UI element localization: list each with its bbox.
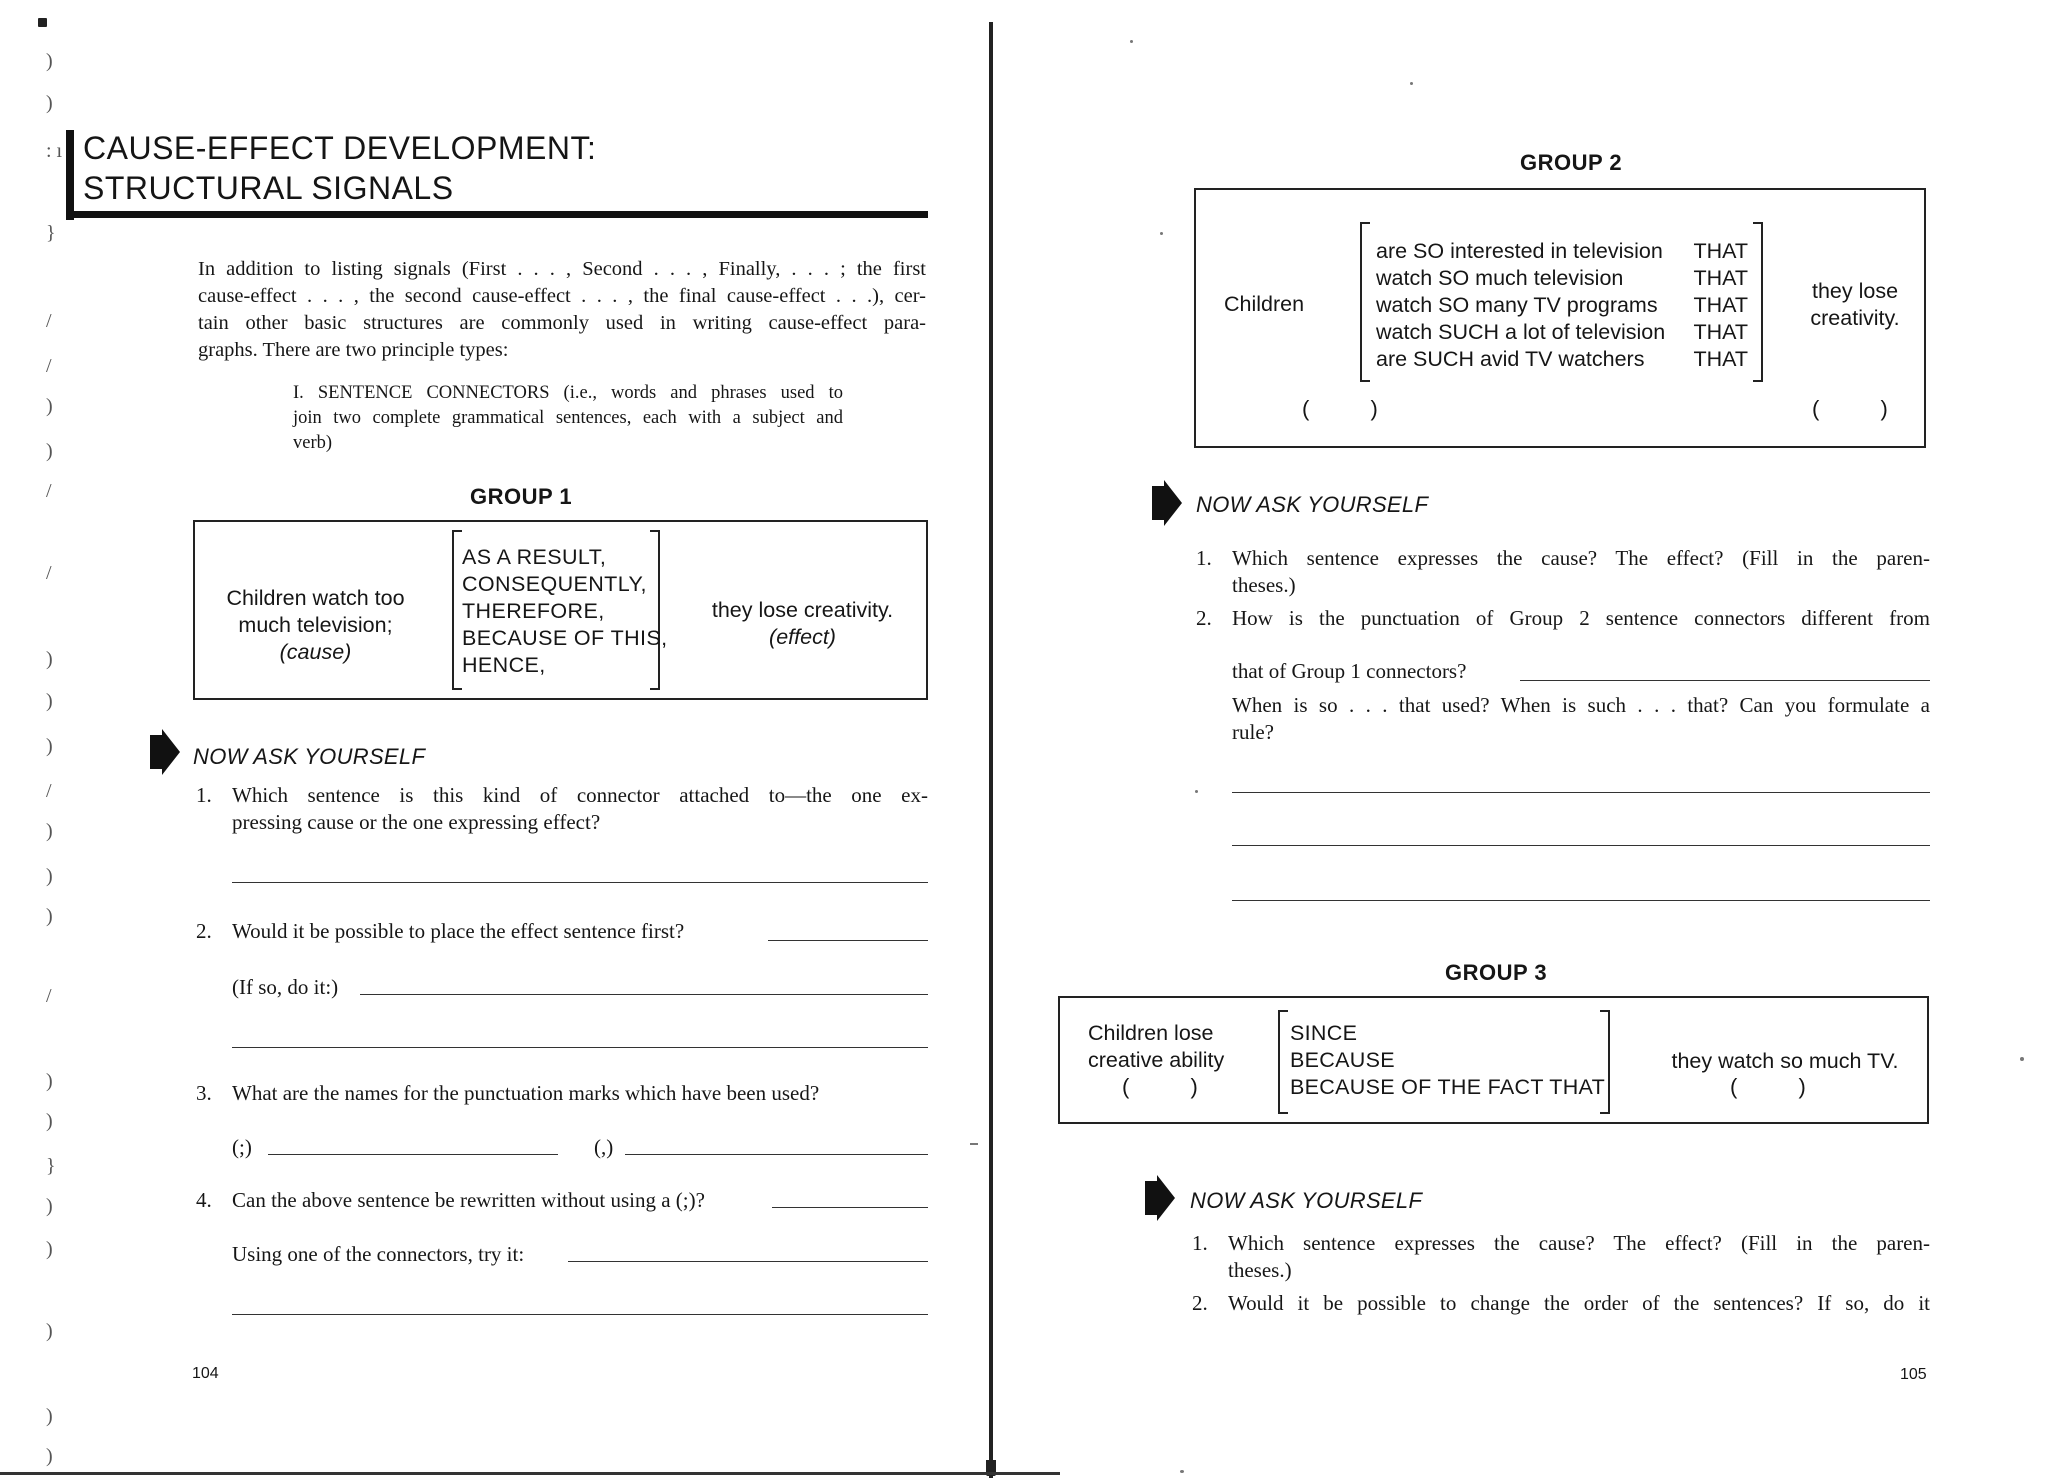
scan-speck	[1195, 790, 1198, 793]
answer-line[interactable]	[1232, 900, 1930, 901]
question-text: When is so . . . that used? When is such . . . that? Can you formulate a	[1232, 693, 1930, 717]
margin-mark: )	[46, 820, 53, 842]
margin-mark: )	[46, 1405, 53, 1427]
margin-mark: /	[46, 480, 52, 502]
connector-word: THEREFORE,	[462, 599, 605, 623]
group3-connectors	[1290, 1020, 1605, 1101]
arrow-pointer-icon	[1152, 480, 1182, 526]
comma-label: (,)	[594, 1135, 614, 1159]
group2-cause-paren[interactable]: ( )	[1302, 396, 1378, 421]
group3-cause-line: Children lose	[1088, 1021, 1214, 1045]
question-number: 2.	[196, 919, 212, 943]
question-text: Would it be possible to change the order of the sentences? If so, do it	[1228, 1291, 1930, 1315]
question-2-followup	[1232, 692, 1930, 746]
margin-mark: )	[46, 50, 53, 72]
question-2	[196, 918, 928, 948]
answer-line[interactable]	[1520, 680, 1930, 681]
group3-bracket-left	[1278, 1010, 1288, 1114]
scan-mark	[38, 18, 47, 27]
group1-connectors	[462, 544, 668, 679]
semicolon-label: (;)	[232, 1135, 252, 1159]
group1-title: GROUP 1	[470, 484, 573, 509]
answer-line[interactable]	[1232, 792, 1930, 793]
question-text: Which sentence expresses the cause? The effect? (Fill in the paren-	[1232, 546, 1930, 570]
clause-text: watch SO much television	[1376, 266, 1624, 290]
margin-mark: }	[46, 1155, 56, 1177]
margin-mark: )	[46, 1070, 53, 1092]
scan-speck	[1160, 232, 1163, 235]
question-1	[196, 782, 928, 838]
arrow-pointer-icon	[1145, 1175, 1175, 1221]
question-2-continued: that of Group 1 connectors?	[1232, 659, 1467, 683]
clause-that: THAT	[1693, 239, 1748, 263]
question-text: theses.)	[1228, 1258, 1292, 1282]
answer-line[interactable]	[232, 1047, 928, 1048]
group3-effect-paren[interactable]: ( )	[1730, 1074, 1806, 1099]
group2-title: GROUP 2	[1520, 150, 1623, 175]
margin-mark: )	[46, 648, 53, 670]
connector-word: BECAUSE	[1290, 1048, 1395, 1072]
margin-mark: : ı	[46, 140, 63, 162]
margin-mark: )	[46, 1320, 53, 1342]
now-ask-yourself-heading: NOW ASK YOURSELF	[1190, 1188, 1423, 1213]
group3-title: GROUP 3	[1445, 960, 1548, 985]
margin-mark: }	[46, 222, 56, 244]
question-2	[1196, 605, 1930, 635]
connectors-line: I. SENTENCE CONNECTORS (i.e., words and phrases used to	[293, 383, 843, 403]
clause-that: THAT	[1693, 347, 1748, 371]
margin-mark: /	[46, 310, 52, 332]
page-title-line-1: CAUSE-EFFECT DEVELOPMENT:	[83, 130, 597, 166]
question-number: 4.	[196, 1188, 212, 1212]
scan-speck	[2020, 1057, 2024, 1061]
group2-subject: Children	[1224, 292, 1305, 316]
group1-cause-line: Children watch too	[226, 586, 405, 610]
margin-mark: )	[46, 1445, 53, 1467]
group3-cause-paren[interactable]: ( )	[1122, 1074, 1198, 1099]
group1-cause-label: (cause)	[279, 640, 352, 664]
intro-line: cause-effect . . . , the second cause-effect . . . , the final cause-effect . . .), cer-	[198, 285, 926, 307]
group1-cause-line: much television;	[238, 613, 393, 637]
scan-speck	[1130, 40, 1133, 43]
now-ask-yourself-heading: NOW ASK YOURSELF	[1196, 492, 1429, 517]
page-title-line-2: STRUCTURAL SIGNALS	[83, 170, 454, 206]
title-underline	[66, 211, 928, 218]
group2-clause-row	[1376, 292, 1748, 319]
connectors-line: join two complete grammatical sentences, each with a subject and	[293, 408, 843, 428]
answer-line-semicolon[interactable]	[268, 1154, 558, 1155]
question-text: rule?	[1232, 720, 1274, 744]
connector-word: AS A RESULT,	[462, 545, 607, 569]
question-number: 2.	[1196, 606, 1212, 630]
margin-mark: /	[46, 355, 52, 377]
answer-line[interactable]	[232, 1314, 928, 1315]
clause-text: are SO interested in television	[1376, 239, 1663, 263]
question-2	[1192, 1290, 1930, 1320]
group2-effect-line: they lose	[1811, 279, 1899, 303]
group3-cause	[1088, 1020, 1224, 1074]
answer-line[interactable]	[1232, 845, 1930, 846]
group1-bracket-left	[452, 530, 462, 690]
group2-clause-row	[1376, 238, 1748, 265]
question-text: Which sentence expresses the cause? The effect? (Fill in the paren-	[1228, 1231, 1930, 1255]
connector-word: HENCE,	[462, 653, 546, 677]
intro-paragraph	[198, 256, 926, 364]
connector-word: BECAUSE OF THE FACT THAT	[1290, 1075, 1606, 1099]
margin-mark: )	[46, 735, 53, 757]
margin-mark: )	[46, 92, 53, 114]
sentence-connectors-definition	[293, 381, 843, 456]
group2-clause-row	[1376, 319, 1748, 346]
margin-mark: )	[46, 395, 53, 417]
margin-mark: )	[46, 1238, 53, 1260]
question-1	[1192, 1230, 1930, 1286]
question-number: 1.	[1192, 1231, 1208, 1255]
margin-mark: /	[46, 780, 52, 802]
question-1	[1196, 545, 1930, 601]
page-number-left: 104	[192, 1365, 219, 1382]
answer-line[interactable]	[360, 994, 928, 995]
intro-line: In addition to listing signals (First . . . , Second . . . , Finally, . . . ; the first	[198, 258, 926, 280]
question-2-instruction: (If so, do it:)	[232, 975, 339, 999]
group2-effect	[1790, 278, 1920, 332]
group1-effect-label: (effect)	[769, 625, 836, 649]
group2-bracket-right	[1753, 222, 1763, 382]
scan-speck	[970, 1143, 978, 1145]
question-4-instruction: Using one of the connectors, try it:	[232, 1242, 525, 1266]
book-gutter	[989, 22, 993, 1478]
scan-speck	[1180, 1470, 1184, 1473]
group1-cause	[208, 585, 423, 666]
answer-line[interactable]	[568, 1261, 928, 1262]
margin-mark: )	[46, 690, 53, 712]
group2-effect-paren[interactable]: ( )	[1812, 396, 1888, 421]
answer-line[interactable]	[772, 1207, 928, 1208]
question-text: theses.)	[1232, 573, 1296, 597]
clause-text: are SUCH avid TV watchers	[1376, 347, 1645, 371]
answer-line[interactable]	[768, 940, 928, 941]
group2-clauses	[1376, 238, 1748, 373]
question-number: 3.	[196, 1081, 212, 1105]
question-3	[196, 1080, 928, 1110]
group2-clause-row	[1376, 265, 1748, 292]
question-text: What are the names for the punctuation marks which have been used?	[232, 1081, 820, 1105]
group3-effect: they watch so much TV.	[1671, 1049, 1899, 1073]
answer-line[interactable]	[232, 882, 928, 883]
answer-line-comma[interactable]	[625, 1154, 928, 1155]
arrow-pointer-icon	[150, 729, 180, 775]
group2-effect-line: creativity.	[1810, 306, 1900, 330]
question-text: How is the punctuation of Group 2 sentence connectors different from	[1232, 606, 1930, 630]
scan-speck	[1410, 82, 1413, 85]
margin-mark: /	[46, 562, 52, 584]
clause-that: THAT	[1693, 320, 1748, 344]
group2-clause-row	[1376, 346, 1748, 373]
group2-bracket-left	[1360, 222, 1370, 382]
margin-mark: )	[46, 865, 53, 887]
now-ask-yourself-heading: NOW ASK YOURSELF	[193, 744, 426, 769]
connector-word: BECAUSE OF THIS,	[462, 626, 668, 650]
intro-line: tain other basic structures are commonly used in writing cause-effect para-	[198, 312, 926, 334]
group1-effect-line: they lose creativity.	[711, 598, 894, 622]
page-number-right: 105	[1900, 1366, 1927, 1383]
group1-effect	[680, 597, 925, 651]
margin-mark: /	[46, 985, 52, 1007]
page-bottom-edge	[0, 1472, 1060, 1475]
clause-that: THAT	[1693, 293, 1748, 317]
question-4	[196, 1187, 928, 1217]
margin-mark: )	[46, 1195, 53, 1217]
clause-that: THAT	[1693, 266, 1748, 290]
question-number: 2.	[1192, 1291, 1208, 1315]
question-text: Which sentence is this kind of connector attached to—the one ex-	[232, 783, 928, 807]
question-text: pressing cause or the one expressing effect?	[232, 810, 601, 834]
connectors-line: verb)	[293, 433, 333, 453]
question-number: 1.	[1196, 546, 1212, 570]
clause-text: watch SUCH a lot of television	[1376, 320, 1666, 344]
margin-mark: )	[46, 1110, 53, 1132]
margin-mark: )	[46, 440, 53, 462]
question-text: Would it be possible to place the effect sentence first?	[232, 919, 685, 943]
connector-word: CONSEQUENTLY,	[462, 572, 647, 596]
title-accent-bar	[66, 130, 74, 220]
connector-word: SINCE	[1290, 1021, 1358, 1045]
question-number: 1.	[196, 783, 212, 807]
clause-text: watch SO many TV programs	[1376, 293, 1658, 317]
question-text: Can the above sentence be rewritten without using a (;)?	[232, 1188, 705, 1212]
intro-line: graphs. There are two principle types:	[198, 339, 509, 361]
margin-mark: )	[46, 905, 53, 927]
group3-cause-line: creative ability	[1088, 1048, 1225, 1072]
